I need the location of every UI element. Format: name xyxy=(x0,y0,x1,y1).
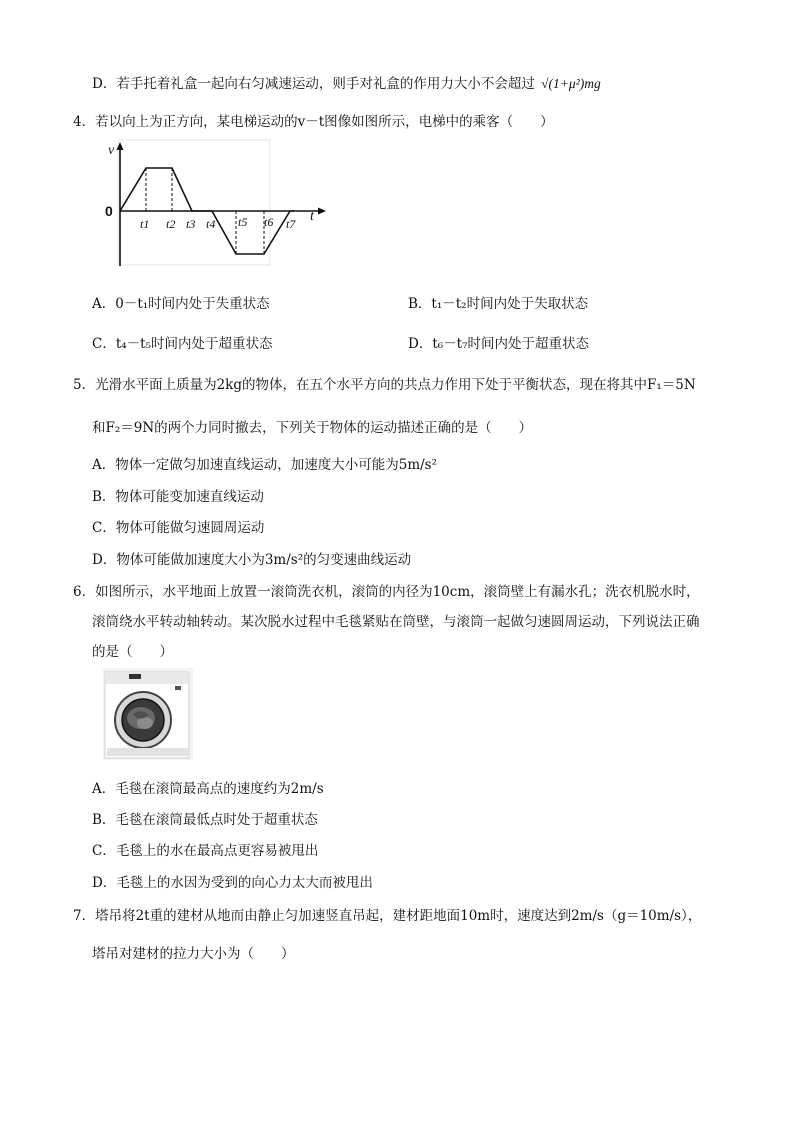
q5-stem-line2: 和F₂＝9N的两个力同时撤去，下列关于物体的运动描述正确的是（ ） xyxy=(92,420,533,436)
q7-stem-line2: 塔吊对建材的拉力大小为（ ） xyxy=(92,946,295,962)
q7-stem-line1: 7．塔吊将2t重的建材从地而由静止匀加速竖直吊起，建材距地面10m时，速度达到2m/s（g＝10m/s）， xyxy=(73,908,702,924)
q3-option-d xyxy=(92,72,601,92)
q4-tick-t3: t3 xyxy=(186,217,196,231)
q5-option-c: C．物体可能做匀速圆周运动 xyxy=(92,520,265,536)
q4-tick-t1: t1 xyxy=(140,217,150,231)
q6-stem-line2: 滚筒绕水平转动轴转动。某次脱水过程中毛毯紧贴在筒壁，与滚筒一起做匀速圆周运动，下列说法正确 xyxy=(92,614,700,630)
q5-option-b: B．物体可能变加速直线运动 xyxy=(92,489,264,505)
q4-tick-t2: t2 xyxy=(166,217,176,231)
q6-option-c: C．毛毯上的水在最高点更容易被甩出 xyxy=(92,843,319,859)
q4-option-c: C．t₄－t₅时间内处于超重状态 xyxy=(92,336,273,352)
q4-y-label: v xyxy=(108,143,115,158)
q4-option-d: D．t₆－t₇时间内处于超重状态 xyxy=(408,336,589,352)
q5-stem-line1: 5．光滑水平面上质量为2kg的物体，在五个水平方向的共点力作用下处于平衡状态，现在将其中F₁＝5N xyxy=(73,377,696,393)
q4-tick-t7: t7 xyxy=(286,217,296,231)
q3-option-d-formula: √(1+μ²)mg xyxy=(541,76,601,91)
q5-option-d: D．物体可能做加速度大小为3m/s²的匀变速曲线运动 xyxy=(92,552,412,568)
q5-option-a: A．物体一定做匀加速直线运动，加速度大小可能为5m/s² xyxy=(92,457,438,473)
q4-tick-t4: t4 xyxy=(206,217,216,231)
q4-vt-graph xyxy=(100,138,340,270)
q6-option-a: A．毛毯在滚筒最高点的速度约为2m/s xyxy=(92,781,324,797)
q4-option-a: A．0－t₁时间内处于失重状态 xyxy=(92,296,270,312)
q6-option-b: B．毛毯在滚筒最低点时处于超重状态 xyxy=(92,812,318,828)
q4-option-b: B．t₁－t₂时间内处于失取状态 xyxy=(408,296,589,312)
q4-stem: 4．若以向上为正方向，某电梯运动的v－t图像如图所示，电梯中的乘客（ ） xyxy=(73,114,554,130)
q4-x-axis-arrow xyxy=(318,208,326,215)
q6-option-d: D．毛毯上的水因为受到的向心力太大而被甩出 xyxy=(92,875,373,891)
q6-stem-line1: 6．如图所示，水平地面上放置一滚筒洗衣机，滚筒的内径为10cm，滚筒壁上有漏水孔；洗衣机脱水时， xyxy=(73,584,700,600)
q4-x-label: t xyxy=(310,209,314,224)
washing-machine-photo xyxy=(103,668,193,760)
q3-option-d-text: D．若手托着礼盒一起向右匀减速运动，则手对礼盒的作用力大小不会超过 xyxy=(92,76,535,92)
q4-tick-t6: t6 xyxy=(264,215,274,229)
q4-origin-label: 0 xyxy=(105,203,113,219)
q4-tick-t5: t5 xyxy=(238,215,248,229)
q6-stem-line3: 的是（ ） xyxy=(92,644,173,660)
